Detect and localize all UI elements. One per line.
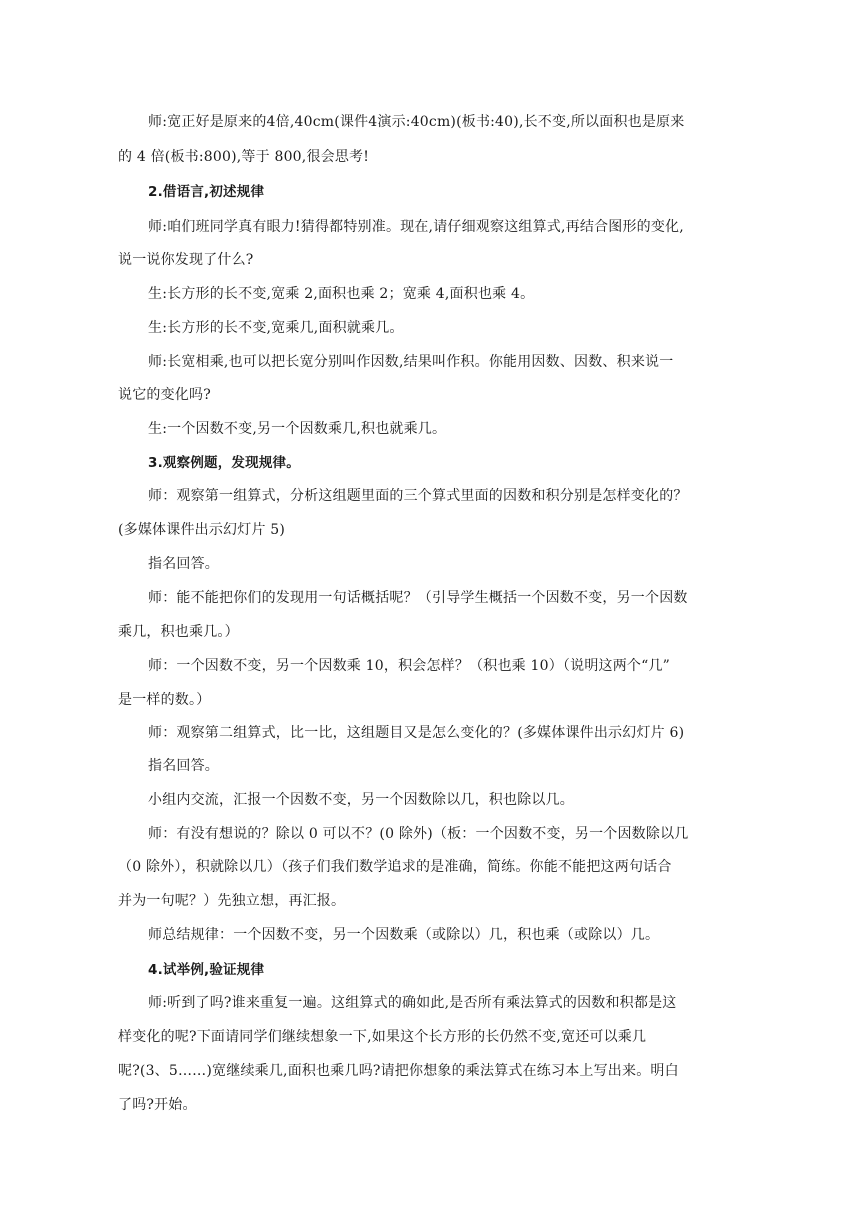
text-line: 样变化的呢?下面请同学们继续想象一下,如果这个长方形的长仍然不变,宽还可以乘几 <box>118 1029 647 1045</box>
text-line: 生:一个因数不变,另一个因数乘几,积也就乘几。 <box>148 421 447 437</box>
section-heading: 3.观察例题，发现规律。 <box>148 455 300 471</box>
text-line: 师：有没有想说的？除以 0 可以不？(0 除外)（板：一个因数不变，另一个因数除以几 <box>148 826 689 842</box>
text-line: 师：一个因数不变，另一个因数乘 10，积会怎样？（积也乘 10）（说明这两个“几” <box>148 658 671 674</box>
text-line: 是一样的数。） <box>118 692 211 708</box>
text-line: 师:长宽相乘,也可以把长宽分别叫作因数,结果叫作积。你能用因数、因数、积来说一 <box>148 354 674 370</box>
text-line: 指名回答。 <box>148 758 219 774</box>
text-line: 的 4 倍(板书:800),等于 800,很会思考! <box>118 149 370 165</box>
text-line: 说一说你发现了什么? <box>118 252 254 268</box>
text-line: 师：能不能把你们的发现用一句话概括呢？（引导学生概括一个因数不变，另一个因数 <box>148 590 688 606</box>
text-line: 呢?(3、5……)宽继续乘几,面积也乘几吗?请把你想象的乘法算式在练习本上写出来。明白 <box>118 1063 679 1079</box>
text-line: 并为一句呢？）先独立想，再汇报。 <box>118 893 346 909</box>
text-line: 说它的变化吗? <box>118 387 211 403</box>
text-line: (多媒体课件出示幻灯片 5) <box>118 522 286 538</box>
text-line: 师：观察第二组算式，比一比，这组题目又是怎么变化的？(多媒体课件出示幻灯片 6) <box>148 725 685 741</box>
text-line: 生:长方形的长不变,宽乘几,面积就乘几。 <box>148 320 404 336</box>
text-line: 小组内交流，汇报一个因数不变，另一个因数除以几，积也除以几。 <box>148 792 574 808</box>
text-line: 师:宽正好是原来的4倍,40cm(课件4演示:40cm)(板书:40),长不变,所以面积也是原来 <box>148 114 685 130</box>
text-line: （0 除外），积就除以几）（孩子们我们数学追求的是准确，简练。你能不能把这两句话合 <box>118 859 672 875</box>
section-heading: 2.借语言,初述规律 <box>148 184 265 200</box>
text-line: 师:咱们班同学真有眼力!猜得都特别准。现在,请仔细观察这组算式,再结合图形的变化, <box>148 219 684 235</box>
text-line: 师总结规律：一个因数不变，另一个因数乘（或除以）几，积也乘（或除以）几。 <box>148 927 660 943</box>
text-line: 师：观察第一组算式，分析这组题里面的三个算式里面的因数和积分别是怎样变化的？ <box>148 488 688 504</box>
text-line: 师:听到了吗?谁来重复一遍。这组算式的确如此,是否所有乘法算式的因数和积都是这 <box>148 995 677 1011</box>
section-heading: 4.试举例,验证规律 <box>148 962 265 978</box>
text-line: 指名回答。 <box>148 556 219 572</box>
text-line: 乘几，积也乘几。） <box>118 624 239 640</box>
text-line: 了吗?开始。 <box>118 1097 197 1113</box>
text-line: 生:长方形的长不变,宽乘 2,面积也乘 2；宽乘 4,面积也乘 4。 <box>148 286 535 302</box>
